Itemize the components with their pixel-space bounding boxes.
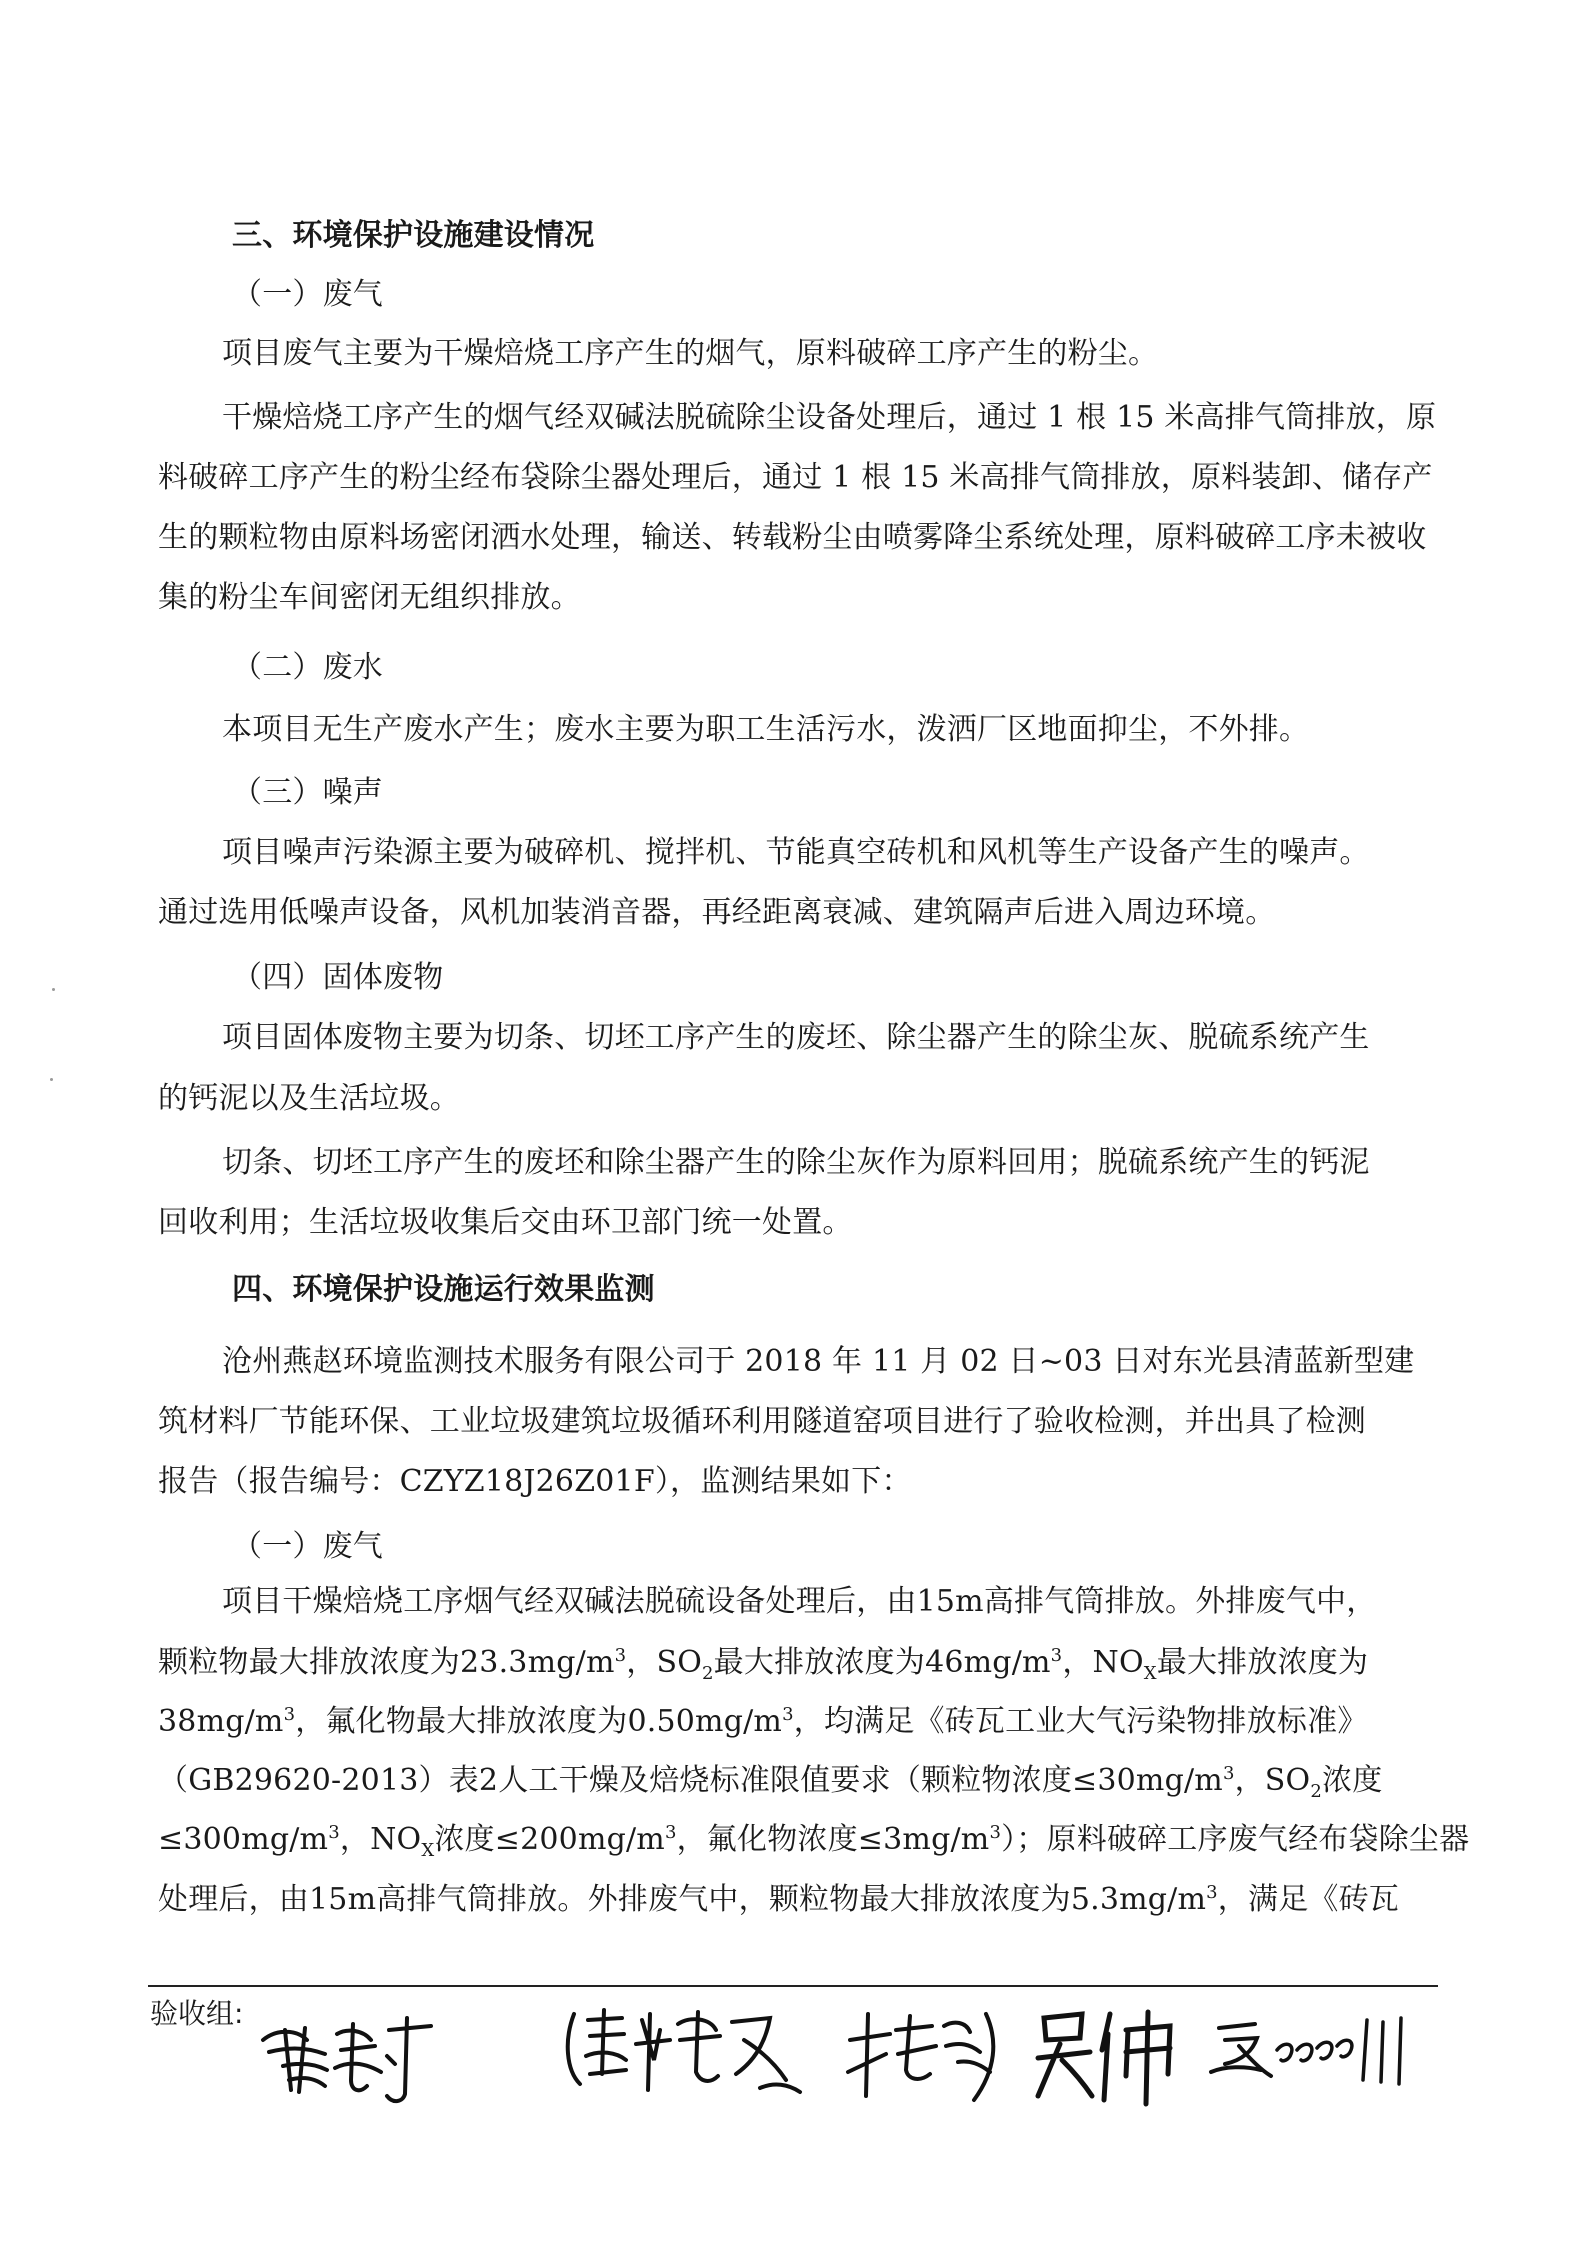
paragraph-line-formula: （GB29620-2013）表2人工干燥及焙烧标准限值要求（颗粒物浓度$\le 30mg/m^3$，$SO_2$浓度 <box>158 1763 1383 1802</box>
signature-2 <box>560 2000 810 2110</box>
paragraph-line-formula: $38mg/m^3$，氟化物最大排放浓度为$0.50mg/m^3$，均满足《砖瓦工业大气污染物排放标准》 <box>158 1704 1368 1739</box>
subsection-solid-heading: （四）固体废物 <box>232 960 444 995</box>
subsection-noise-heading: （三）噪声 <box>232 775 383 810</box>
paragraph-line: 项目噪声污染源主要为破碎机、搅拌机、节能真空砖机和风机等生产设备产生的噪声。 <box>222 835 1370 870</box>
paragraph-line: 生的颗粒物由原料场密闭洒水处理，输送、转载粉尘由喷雾降尘系统处理，原料破碎工序未被收 <box>158 520 1427 555</box>
signature-5 <box>1205 2010 1435 2100</box>
paragraph-line-formula: 颗粒物最大排放浓度为$23.3mg/m^3$，$SO_2$最大排放浓度为$46mg/m^3$，$NO_X$最大排放浓度为 <box>158 1645 1369 1684</box>
paragraph-line: 的钙泥以及生活垃圾。 <box>158 1081 460 1116</box>
paragraph-line: 切条、切坯工序产生的废坯和除尘器产生的除尘灰作为原料回用；脱硫系统产生的钙泥 <box>222 1145 1370 1180</box>
subsection-gas-heading-2: （一）废气 <box>232 1529 383 1564</box>
paragraph-line: 项目废气主要为干燥焙烧工序产生的烟气，原料破碎工序产生的粉尘。 <box>222 336 1159 371</box>
signature-4 <box>1030 2000 1200 2110</box>
section-4-title: 四、环境保护设施运行效果监测 <box>232 1272 655 1307</box>
subsection-gas-heading: （一）废气 <box>232 277 383 312</box>
paragraph-line: 通过选用低噪声设备，风机加装消音器，再经距离衰减、建筑隔声后进入周边环境。 <box>158 895 1276 930</box>
acceptance-group-label: 验收组: <box>150 1997 244 2030</box>
paragraph-line-formula: $\le 300mg/m^3$，$NO_X$浓度$\le 200mg/m^3$，氟化物浓度$\le 3mg/m^3$）；原料破碎工序废气经布袋除尘器 <box>158 1822 1470 1861</box>
signature-1 <box>255 2010 445 2110</box>
paragraph-line: 回收利用；生活垃圾收集后交由环卫部门统一处置。 <box>158 1205 853 1240</box>
paragraph-line: 报告（报告编号：CZYZ18J26Z01F），监测结果如下： <box>158 1464 912 1499</box>
section-3-title: 三、环境保护设施建设情况 <box>232 218 595 253</box>
paragraph-line: 本项目无生产废水产生；废水主要为职工生活污水，泼洒厂区地面抑尘，不外排。 <box>222 712 1310 747</box>
scan-speck <box>50 1078 53 1081</box>
subsection-water-heading: （二）废水 <box>232 650 383 685</box>
paragraph-line: 项目干燥焙烧工序烟气经双碱法脱硫设备处理后，由15m高排气筒排放。外排废气中， <box>222 1584 1377 1619</box>
paragraph-line-formula: 处理后，由15m高排气筒排放。外排废气中，颗粒物最大排放浓度为$5.3mg/m^3$，满足《砖瓦 <box>158 1882 1399 1917</box>
paragraph-line: 料破碎工序产生的粉尘经布袋除尘器处理后，通过 1 根 15 米高排气筒排放，原料装卸、储存产 <box>158 460 1433 495</box>
paragraph-line: 沧州燕赵环境监测技术服务有限公司于 2018 年 11 月 02 日~03 日对东光县清蓝新型建 <box>222 1344 1415 1379</box>
paragraph-line: 项目固体废物主要为切条、切坯工序产生的废坯、除尘器产生的除尘灰、脱硫系统产生 <box>222 1020 1370 1055</box>
scan-speck <box>52 988 55 991</box>
paragraph-line: 集的粉尘车间密闭无组织排放。 <box>158 580 581 615</box>
paragraph-line: 干燥焙烧工序产生的烟气经双碱法脱硫除尘设备处理后，通过 1 根 15 米高排气筒排放，原 <box>222 400 1437 435</box>
signature-3 <box>840 2000 1010 2110</box>
footer-divider <box>148 1985 1438 1987</box>
paragraph-line: 筑材料厂节能环保、工业垃圾建筑垃圾循环利用隧道窑项目进行了验收检测，并出具了检测 <box>158 1404 1366 1439</box>
